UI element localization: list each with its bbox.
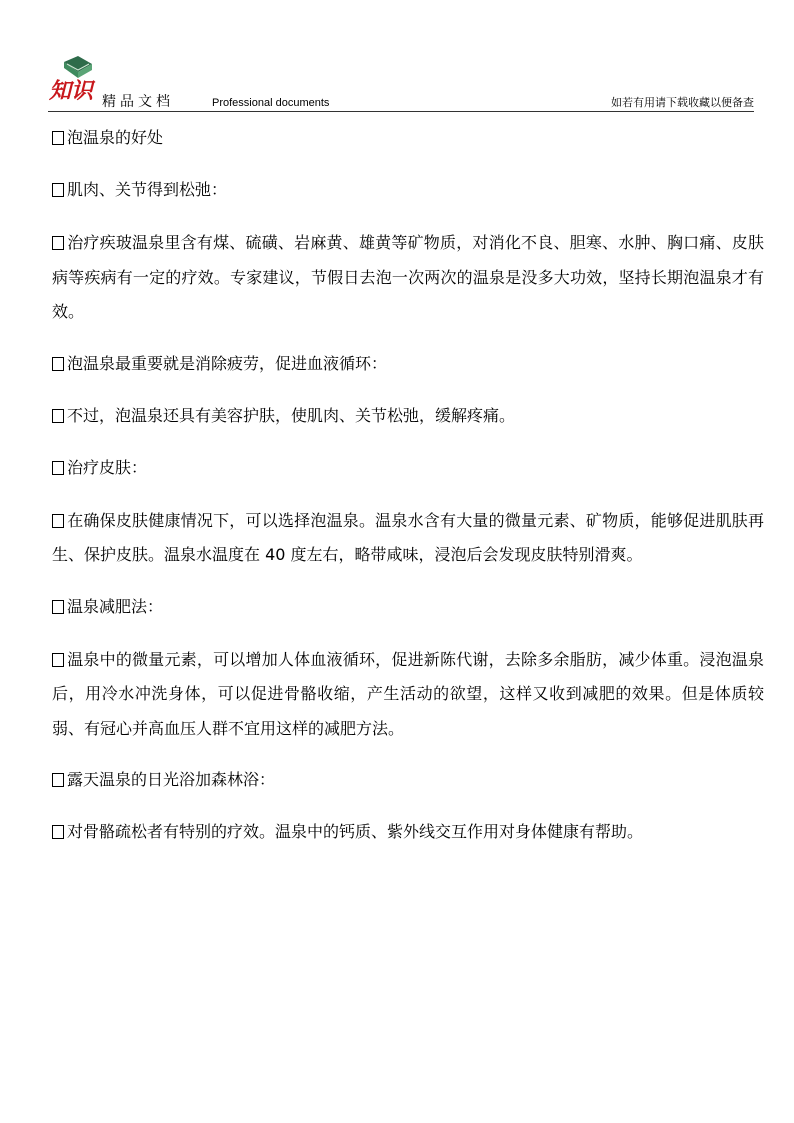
- box-glyph: [52, 653, 64, 667]
- paragraph: 对骨骼疏松者有特别的疗效。温泉中的钙质、紫外线交互作用对身体健康有帮助。: [52, 816, 764, 848]
- paragraph: 泡温泉最重要就是消除疲劳，促进血液循环：: [52, 348, 764, 380]
- paragraph: 泡温泉的好处: [52, 122, 764, 154]
- logo: [48, 52, 102, 106]
- box-glyph: [52, 236, 64, 250]
- page-header: [48, 52, 754, 110]
- header-note: 如若有用请下载收藏以便备查: [611, 96, 754, 109]
- box-glyph: [52, 600, 64, 614]
- paragraph: 治疗皮肤：: [52, 452, 764, 484]
- paragraph: 露天温泉的日光浴加森林浴：: [52, 764, 764, 796]
- box-glyph: [52, 773, 64, 787]
- box-glyph: [52, 131, 64, 145]
- logo-text: 知识: [49, 78, 94, 104]
- paragraph: 治疗疾玻温泉里含有煤、硫磺、岩麻黄、雄黄等矿物质，对消化不良、胆寒、水肿、胸口痛、皮肤病等疾病有一定的疗效。专家建议，节假日去泡一次两次的温泉是没多大功效，坚持长期泡温泉才有效。: [52, 233, 764, 321]
- box-glyph: [52, 409, 64, 423]
- box-glyph: [52, 183, 64, 197]
- paragraph: 温泉中的微量元素，可以增加人体血液循环，促进新陈代谢，去除多余脂肪，减少体重。浸泡温泉后，用冷水冲洗身体，可以促进骨骼收缩，产生活动的欲望，这样又收到减肥的效果。但是体质较弱、有冠心并高血压人群不宜用这样的减肥方法。: [52, 649, 764, 738]
- box-glyph: [52, 514, 64, 528]
- header-title: 精品文档: [102, 94, 174, 110]
- paragraph: 在确保皮肤健康情况下，可以选择泡温泉。温泉水含有大量的微量元素、矿物质，能够促进肌肤再生、保护皮肤。温泉水温度在 40 度左右，略带咸味，浸泡后会发现皮肤特别滑爽。: [52, 510, 764, 564]
- document-body: [52, 122, 764, 868]
- header-divider: [48, 111, 754, 112]
- header-subtitle: Professional documents: [212, 97, 330, 109]
- box-glyph: [52, 357, 64, 371]
- paragraph: 温泉减肥法：: [52, 591, 764, 623]
- paragraph: 肌肉、关节得到松弛：: [52, 174, 764, 206]
- paragraph: 不过，泡温泉还具有美容护肤，使肌肉、关节松弛，缓解疼痛。: [52, 400, 764, 432]
- box-glyph: [52, 825, 64, 839]
- box-glyph: [52, 461, 64, 475]
